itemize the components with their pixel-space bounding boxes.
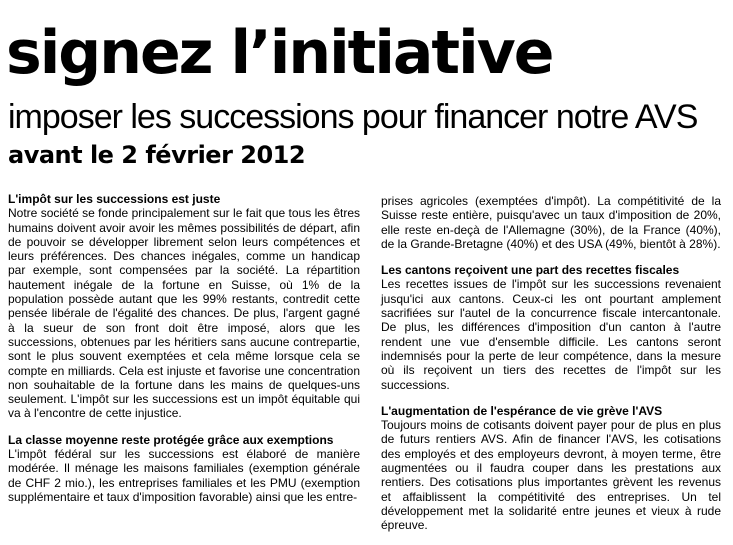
section-body: Les recettes issues de l'impôt sur les successions revenaient jusqu'ici aux cantons. Ceux-ci les ont pourtant amplement sacrifiées sur l'autel de la concurrence fiscale intercantonale. De plus, les différences d'imposition d'un canton à l'autre rendent une vue d'ensemble difficile. Les cantons seront indemnisés pour la perte de leur compétence, dans la mesure où ils reçoivent un tiers des recettes de l'impôt sur les successions. xyxy=(381,277,721,392)
section-heading: La classe moyenne reste protégée grâce aux exemptions xyxy=(8,432,334,447)
page-title: signez l’initiative xyxy=(6,18,553,88)
section-middle-class-protected xyxy=(8,433,360,504)
section-heading: L'impôt sur les successions est juste xyxy=(8,192,221,206)
section-body: Toujours moins de cotisants doivent payer pour de plus en plus de futurs rentiers AVS. Afin de financer l'AVS, les cotisations des employés et des employeurs devront, à moyen terme, être augmentées ou il faudra couper dans les prestations aux rentiers. Des cotisations plus importantes grèvent les revenus et affaiblissent la compétitivité des entreprises. Un tel développement met la solidarité entre jeunes et vieux à rude épreuve. xyxy=(381,418,721,533)
section-heading: L'augmentation de l'espérance de vie grève l'AVS xyxy=(381,403,663,418)
right-column xyxy=(381,194,721,545)
section-inheritance-tax-fair xyxy=(8,192,360,421)
section-continuation xyxy=(381,194,721,251)
deadline-text: avant le 2 février 2012 xyxy=(8,141,306,169)
page-subtitle: imposer les successions pour financer notre AVS xyxy=(8,98,698,136)
section-heading: Les cantons reçoivent une part des recettes fiscales xyxy=(381,263,680,278)
section-cantons-revenue xyxy=(381,263,721,392)
section-body: Notre société se fonde principalement sur le fait que tous les êtres humains doivent avoir avoir les mêmes possibilités de départ, afin de pouvoir se développer librement selon leurs compétences et leurs préférences. Des chances inégales, comme un handicap par exemple, sont compensées par la société. La répartition hautement inégale de la fortune en Suisse, où 1% de la population possède autant que les 99% restants, contredit cette pensée libérale de l'égalité des chances. De plus, l'argent gagné à la sueur de son front doit être imposé, alors que les successions, obtenues par les héritiers sans aucune contrepartie, sont le plus souvent exemptées et cela même lorsque cela se compte en milliards. Cela est injuste et favorise une concentration non souhaitable de la fortune dans les mains de quelques-uns seulement. L'impôt sur les successions est un impôt équitable qui va à l'encontre de cette injustice. xyxy=(8,206,360,421)
left-column xyxy=(8,192,360,516)
section-life-expectancy-avs xyxy=(381,404,721,533)
section-body: prises agricoles (exemptées d'impôt). La compétitivité de la Suisse reste entière, puisqu'avec un taux d'imposition de 20%, elle reste en-deçà de l'Allemagne (30%), de la France (40%), de la Grande-Bretagne (40%) et des USA (49%, bientôt à 28%). xyxy=(381,194,721,251)
section-body: L'impôt fédéral sur les successions est élaboré de manière modérée. Il ménage les maisons familiales (exemption générale de CHF 2 mio.), les entreprises familiales et les PMU (exemption supplémentaire et taux d'imposition favorable) ainsi que les entre- xyxy=(8,447,360,504)
